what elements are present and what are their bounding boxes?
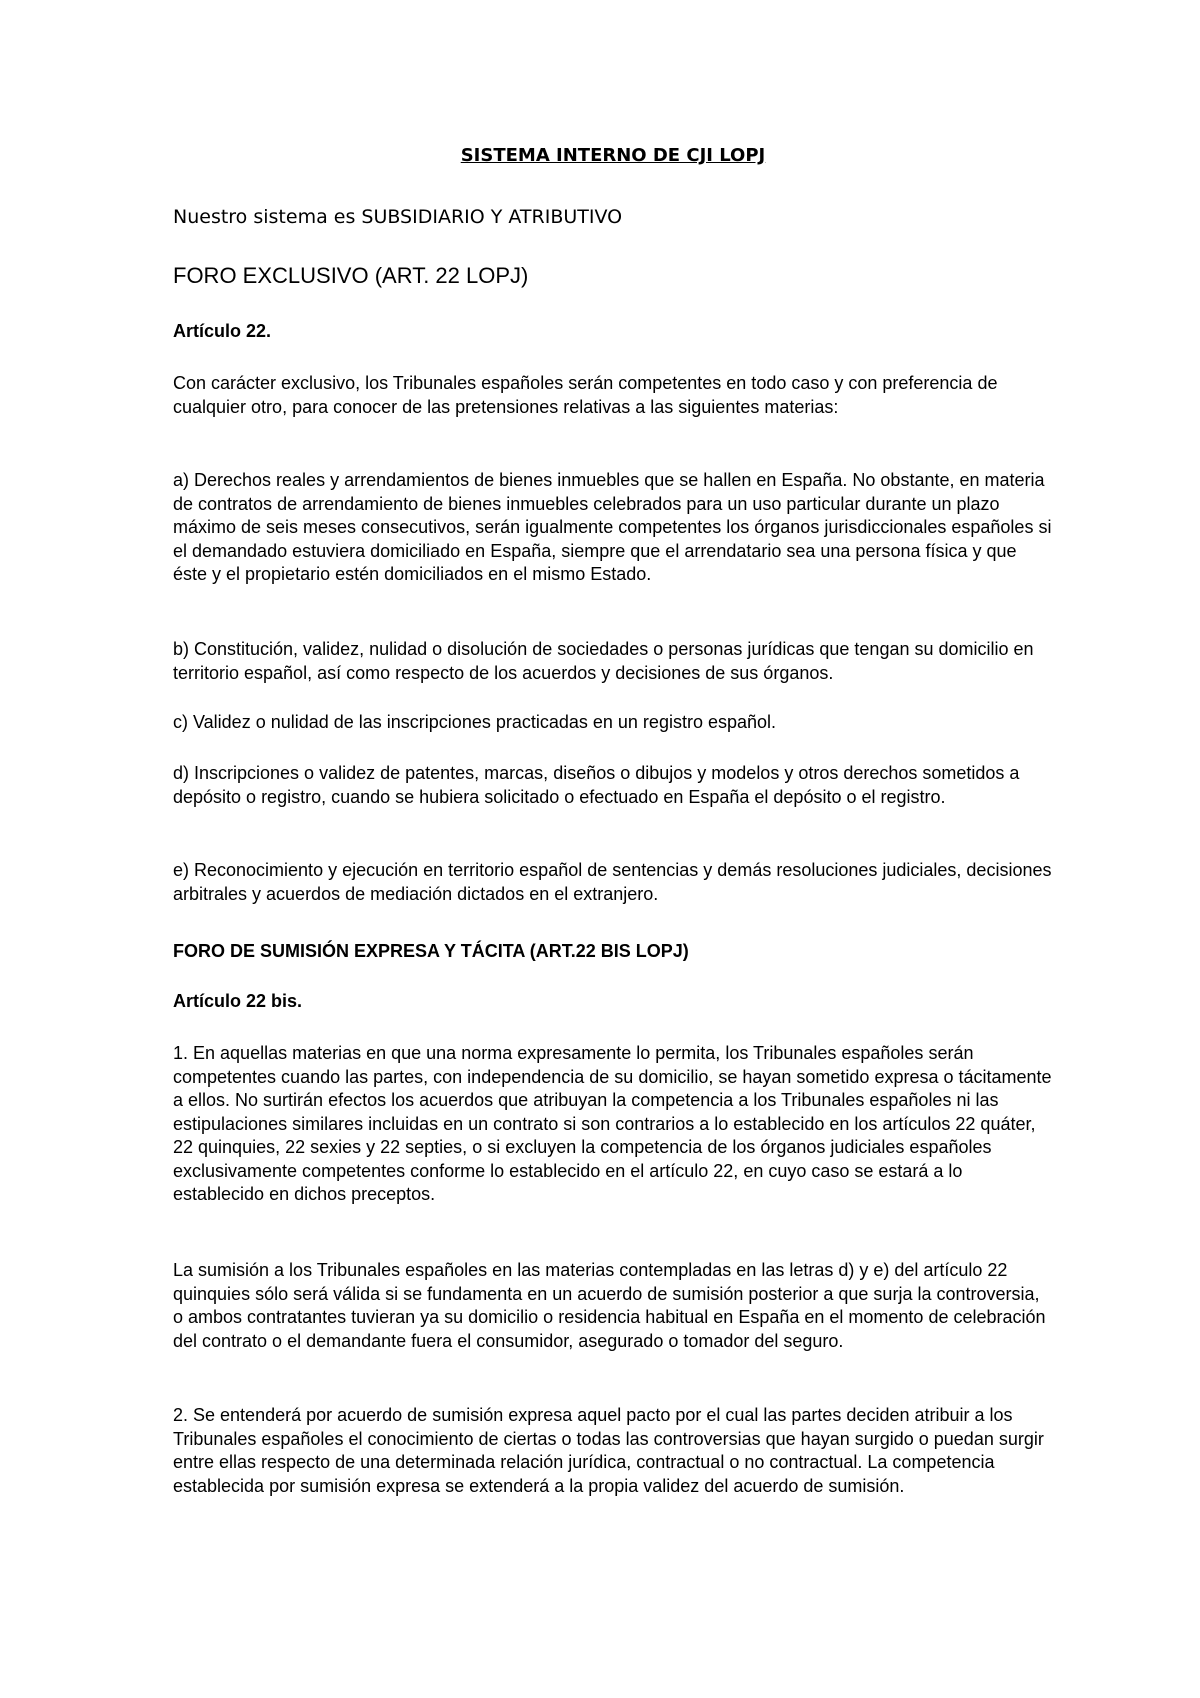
section-heading-foro-exclusivo: FORO EXCLUSIVO (ART. 22 LOPJ)	[173, 263, 529, 288]
list-item-d: d) Inscripciones o validez de patentes, marcas, diseños o dibujos y modelos y otros derechos sometidos a depósito o registro, cuando se hubiera solicitado o efectuado en España el depósito o el registro.	[173, 763, 1020, 807]
document-title: SISTEMA INTERNO DE CJI LOPJ	[460, 145, 766, 166]
article-22-intro: Con carácter exclusivo, los Tribunales españoles serán competentes en todo caso y con preferencia de cualquier otro, para conocer de las pretensiones relativas a las siguientes materias:	[173, 373, 998, 417]
article-22-bis-paragraph-1: 1. En aquellas materias en que una norma expresamente lo permita, los Tribunales españoles serán competentes cuando las partes, con independencia de su domicilio, se hayan sometido expresa o tácitamente a ellos. No surtirán efectos los acuerdos que atribuyan la competencia a los Tribunales españoles ni las estipulaciones similares incluidas en un contrato si son contrarios a lo establecido en los artículos 22 quáter, 22 quinquies, 22 sexies y 22 septies, o si excluyen la competencia de los órganos judiciales españoles exclusivamente competentes conforme lo establecido en el artículo 22, en cuyo caso se estará a lo establecido en dichos preceptos.	[173, 1043, 1052, 1204]
article-22-heading: Artículo 22.	[173, 321, 272, 341]
section-heading-foro-sumision: FORO DE SUMISIÓN EXPRESA Y TÁCITA (ART.22 BIS LOPJ)	[173, 941, 689, 961]
list-item-e: e) Reconocimiento y ejecución en territorio español de sentencias y demás resoluciones judiciales, decisiones arbitrales y acuerdos de mediación dictados en el extranjero.	[173, 860, 1052, 904]
list-item-a: a) Derechos reales y arrendamientos de bienes inmuebles que se hallen en España. No obstante, en materia de contratos de arrendamiento de bienes inmuebles celebrados para un uso particular durante un plazo máximo de seis meses consecutivos, serán igualmente competentes los órganos jurisdiccionales españoles si el demandado estuviera domiciliado en España, siempre que el arrendatario sea una persona física y que éste y el propietario estén domiciliados en el mismo Estado.	[173, 470, 1052, 584]
article-22-bis-paragraph-2: La sumisión a los Tribunales españoles en las materias contempladas en las letras d) y e) del artículo 22 quinquies sólo será válida si se fundamenta en un acuerdo de sumisión posterior a que surja la controversia, o ambos contratantes tuvieran ya su domicilio o residencia habitual en España en el momento de celebración del contrato o el demandante fuera el consumidor, asegurado o tomador del seguro.	[173, 1260, 1046, 1351]
document-subtitle: Nuestro sistema es SUBSIDIARIO Y ATRIBUTIVO	[173, 206, 623, 228]
list-item-c: c) Validez o nulidad de las inscripciones practicadas en un registro español.	[173, 712, 777, 732]
list-item-b: b) Constitución, validez, nulidad o disolución de sociedades o personas jurídicas que tengan su domicilio en territorio español, así como respecto de los acuerdos y decisiones de sus órganos.	[173, 639, 1034, 683]
article-22-bis-paragraph-3: 2. Se entenderá por acuerdo de sumisión expresa aquel pacto por el cual las partes deciden atribuir a los Tribunales españoles el conocimiento de ciertas o todas las controversias que hayan surgido o puedan surgir entre ellas respecto de una determinada relación jurídica, contractual o no contractual. La competencia establecida por sumisión expresa se extenderá a la propia validez del acuerdo de sumisión.	[173, 1405, 1044, 1496]
article-22-bis-heading: Artículo 22 bis.	[173, 991, 303, 1011]
